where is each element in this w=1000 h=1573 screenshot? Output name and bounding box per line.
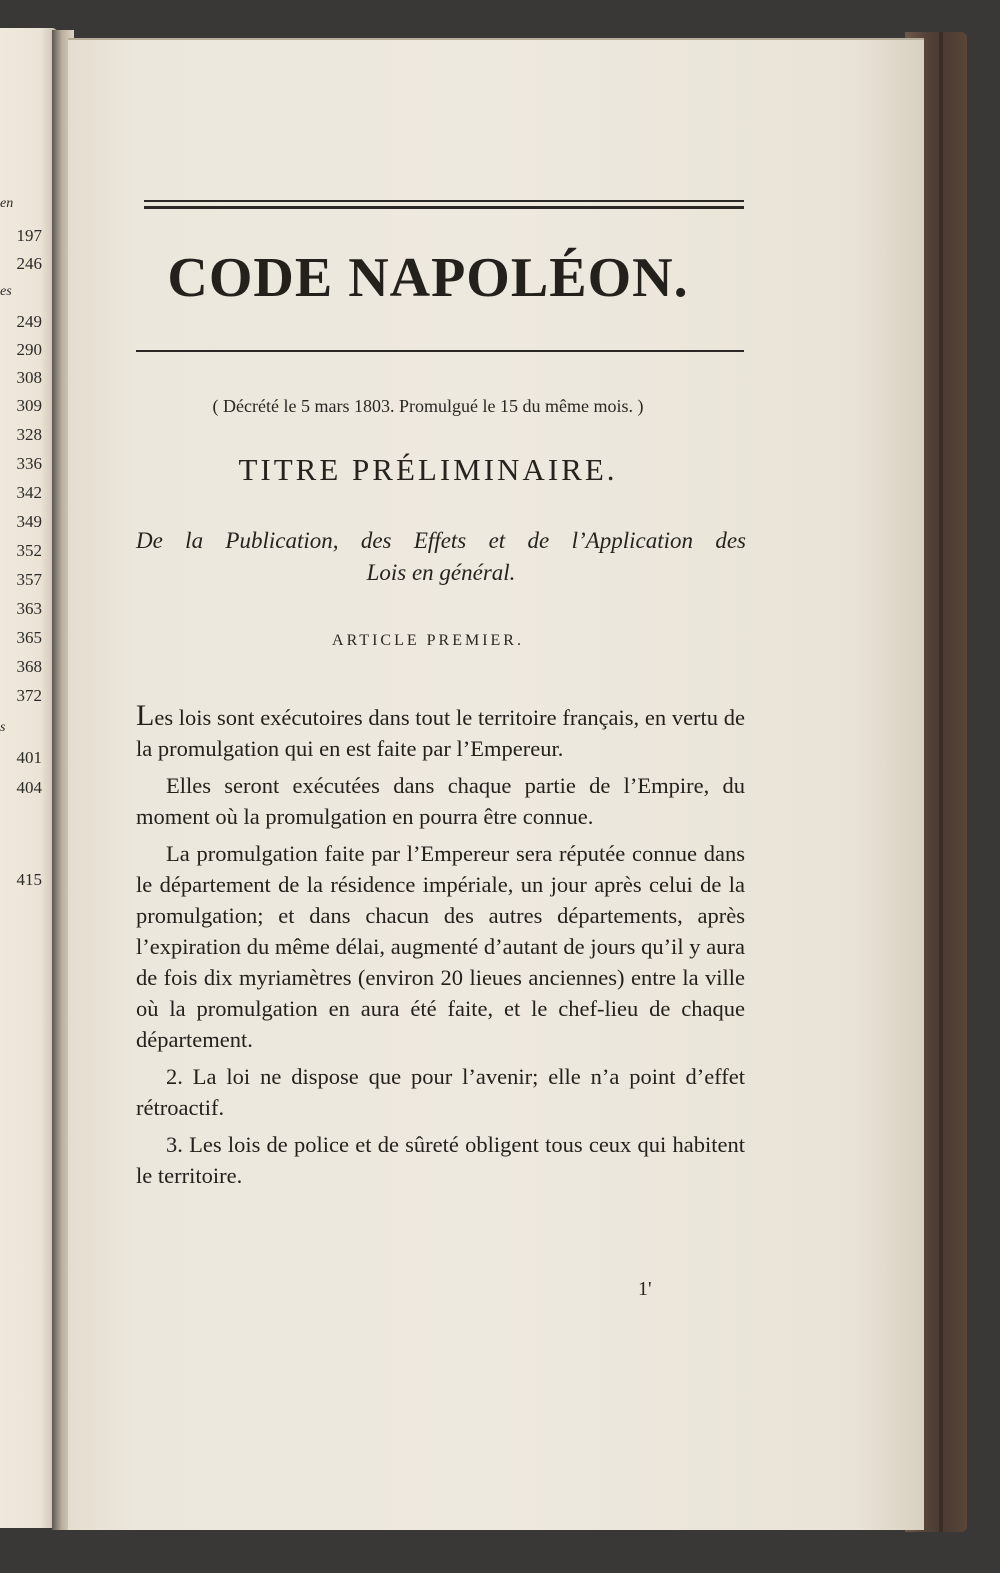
toc-page-number: 246 (16, 254, 42, 273)
rule-divider (136, 350, 744, 352)
toc-page-number: 401 (16, 748, 42, 767)
paragraph: La promulgation faite par l’Empereur sera réputée connue dans le département de la résidence impériale, un jour après celui de la promulgation; et dans chacun des autres départements, après l’expiration du même délai, augmenté d’autant de jours qu’il y aura de fois dix myriamètres (environ 20 lieues anciennes) entre la ville où la promulgation en aura été faite, et le chef-lieu de chaque département. (136, 841, 745, 1052)
toc-page-number: 352 (16, 541, 42, 560)
article-heading: ARTICLE PREMIER. (332, 632, 524, 649)
section-subtitle (136, 525, 746, 589)
previous-page (0, 28, 58, 1528)
toc-page-number: 415 (16, 870, 42, 889)
toc-page-number: 365 (16, 628, 42, 647)
double-rule-divider (144, 200, 744, 210)
section-title: TITRE PRÉLIMINAIRE. (238, 452, 618, 487)
toc-page-number: 357 (16, 570, 42, 589)
toc-word: s (0, 720, 6, 735)
toc-page-number: 309 (16, 396, 42, 415)
toc-page-number: 372 (16, 686, 42, 705)
toc-page-number: 249 (16, 312, 42, 331)
paragraph-text: es lois sont exécutoires dans tout le territoire français, en vertu de la promulgation qui en est faite par l’Empereur. (136, 705, 745, 761)
paragraph: 2. La loi ne dispose que pour l’avenir; elle n’a point d’effet rétroactif. (136, 1064, 745, 1120)
decree-note: ( Décrété le 5 mars 1803. Promulgué le 15 du même mois. ) (212, 396, 644, 416)
toc-page-number: 342 (16, 483, 42, 502)
toc-page-number: 363 (16, 599, 42, 618)
paragraph: Elles seront exécutées dans chaque partie de l’Empire, du moment où la promulgation en pourra être connue. (136, 773, 745, 829)
toc-page-number: 368 (16, 657, 42, 676)
drop-cap: L (136, 699, 155, 732)
paragraph: 3. Les lois de police et de sûreté obligent tous ceux qui habitent le territoire. (136, 1132, 745, 1188)
toc-page-number: 290 (16, 340, 42, 359)
toc-word: en (0, 196, 14, 211)
toc-page-number: 404 (16, 778, 42, 797)
toc-page-number: 328 (16, 425, 42, 444)
subtitle-line: Lois en général. (366, 560, 516, 585)
toc-page-number: 197 (16, 226, 42, 245)
toc-page-number: 349 (16, 512, 42, 531)
book-page (68, 38, 924, 1530)
subtitle-line: De la Publication, des Effets et de l’Application des (136, 528, 746, 553)
toc-word: es (0, 284, 12, 299)
toc-page-number: 336 (16, 454, 42, 473)
page-title: CODE NAPOLÉON. (167, 247, 689, 309)
signature-mark: 1' (638, 1278, 652, 1300)
body-text (136, 700, 745, 1197)
toc-page-number: 308 (16, 368, 42, 387)
paragraph (136, 700, 745, 764)
